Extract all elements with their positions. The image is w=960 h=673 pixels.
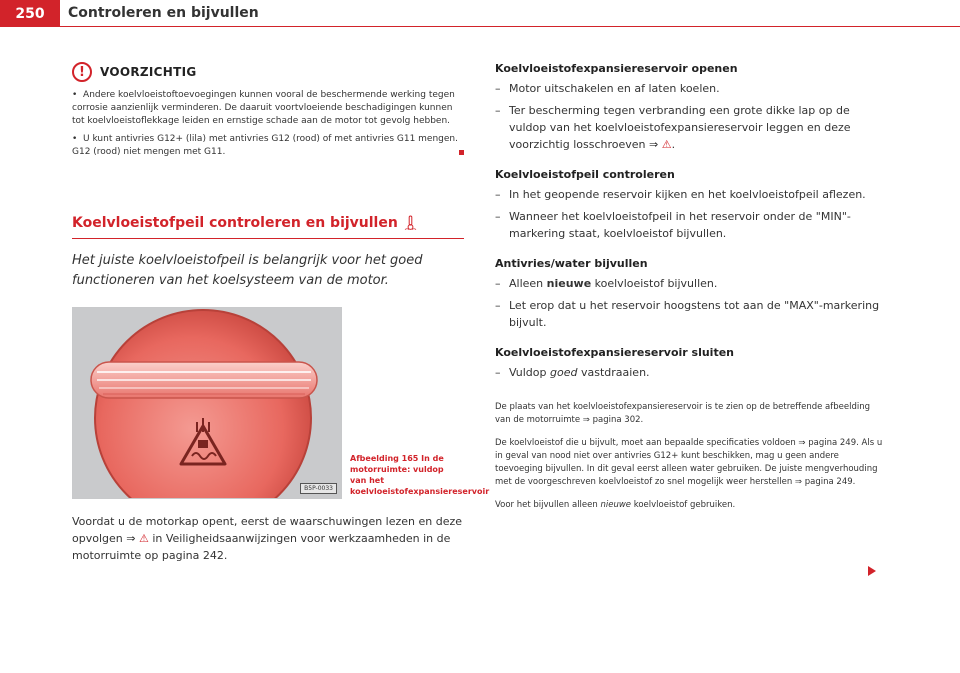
page-header-title: Controleren en bijvullen <box>68 5 259 21</box>
figure <box>72 307 490 499</box>
step-item: – Alleen nieuwe koelvloeistof bijvullen. <box>495 277 718 290</box>
continue-arrow-icon <box>868 566 876 576</box>
subheading-check: Koelvloeistofpeil controleren <box>495 168 675 181</box>
coolant-thermometer-icon <box>404 215 417 231</box>
section-rule <box>72 238 464 239</box>
caution-item: • Andere koelvloeistoftoevoegingen kunnen vooral de beschermende werking tegen corrosie aanzienlijk verminderen. De daaruit voortvloeiende beschadigingen kunnen tot koelvloeistoflekkage leiden en ernstige schade aan de motor tot gevolg hebben. <box>72 90 455 126</box>
caution-item: • U kunt antivries G12+ (lila) met antivries G12 (rood) of met antivries G11 mengen. G12 (rood) niet mengen met G11. <box>72 133 464 159</box>
section-lead: Het juiste koelvloeistofpeil is belangrijk voor het goed functioneren van het koelsysteem van de motor. <box>72 253 423 288</box>
caution-header <box>72 62 464 82</box>
caution-title: VOORZICHTIG <box>100 65 197 79</box>
note-paragraph: De koelvloeistof die u bijvult, moet aan bepaalde specificaties voldoen ⇒ pagina 249. Als u in geval van nood niet over antivries G12+ kunt beschikken, mag u geen andere toevoeging bijvullen. In dit geval eerst alleen water gebruiken. De juiste mengverhouding met de voorgeschreven koelvloeistof zo snel mogelijk weer herstellen ⇒ pagina 249. <box>495 438 883 487</box>
coolant-cap-illustration <box>73 308 342 499</box>
step-item: – In het geopende reservoir kijken en het koelvloeistofpeil aflezen. <box>495 188 866 201</box>
step-item: – Motor uitschakelen en af laten koelen. <box>495 82 720 95</box>
note-paragraph: De plaats van het koelvloeistofexpansiereservoir is te zien op de betreffende afbeelding van de motorruimte ⇒ pagina 302. <box>495 402 871 425</box>
page-number: 250 <box>0 0 60 27</box>
figure-code: B5P-0033 <box>300 483 337 494</box>
step-item: – Let erop dat u het reservoir hoogstens tot aan de "MAX"-markering bijvult. <box>495 299 880 329</box>
header-rule <box>60 26 960 27</box>
step-item: – Ter bescherming tegen verbranding een grote dikke lap op de vuldop van het koelvloeistofexpansiereservoir leggen en deze voorzichtig losschroeven ⇒ ⚠. <box>495 104 851 151</box>
subheading-open: Koelvloeistofexpansiereservoir openen <box>495 62 738 75</box>
note-paragraph: Voor het bijvullen alleen nieuwe koelvloeistof gebruiken. <box>495 500 736 510</box>
figure-caption: Afbeelding 165 In de motorruimte: vuldop van het koelvloeistofexpansiereservoir <box>350 454 490 496</box>
warning-triangle-icon: ⚠ <box>138 532 149 545</box>
left-column <box>72 60 490 564</box>
section-end-marker <box>459 150 464 155</box>
subheading-close: Koelvloeistofexpansiereservoir sluiten <box>495 346 734 359</box>
subheading-refill: Antivries/water bijvullen <box>495 257 648 270</box>
right-column <box>495 60 885 512</box>
left-body-paragraph: Voordat u de motorkap opent, eerst de waarschuwingen lezen en deze opvolgen ⇒ ⚠ in Veiligheidsaanwijzingen voor werkzaamheden in de motorruimte op pagina 242. <box>72 515 463 562</box>
section-title: Koelvloeistofpeil controleren en bijvullen <box>72 215 464 231</box>
coolant-cap-image <box>72 307 342 499</box>
step-item: – Wanneer het koelvloeistofpeil in het reservoir onder de "MIN"-markering staat, koelvloeistof bijvullen. <box>495 210 851 240</box>
caution-icon: ! <box>72 62 92 82</box>
warning-triangle-icon: ⚠ <box>661 138 672 151</box>
step-item: – Vuldop goed vastdraaien. <box>495 366 650 379</box>
